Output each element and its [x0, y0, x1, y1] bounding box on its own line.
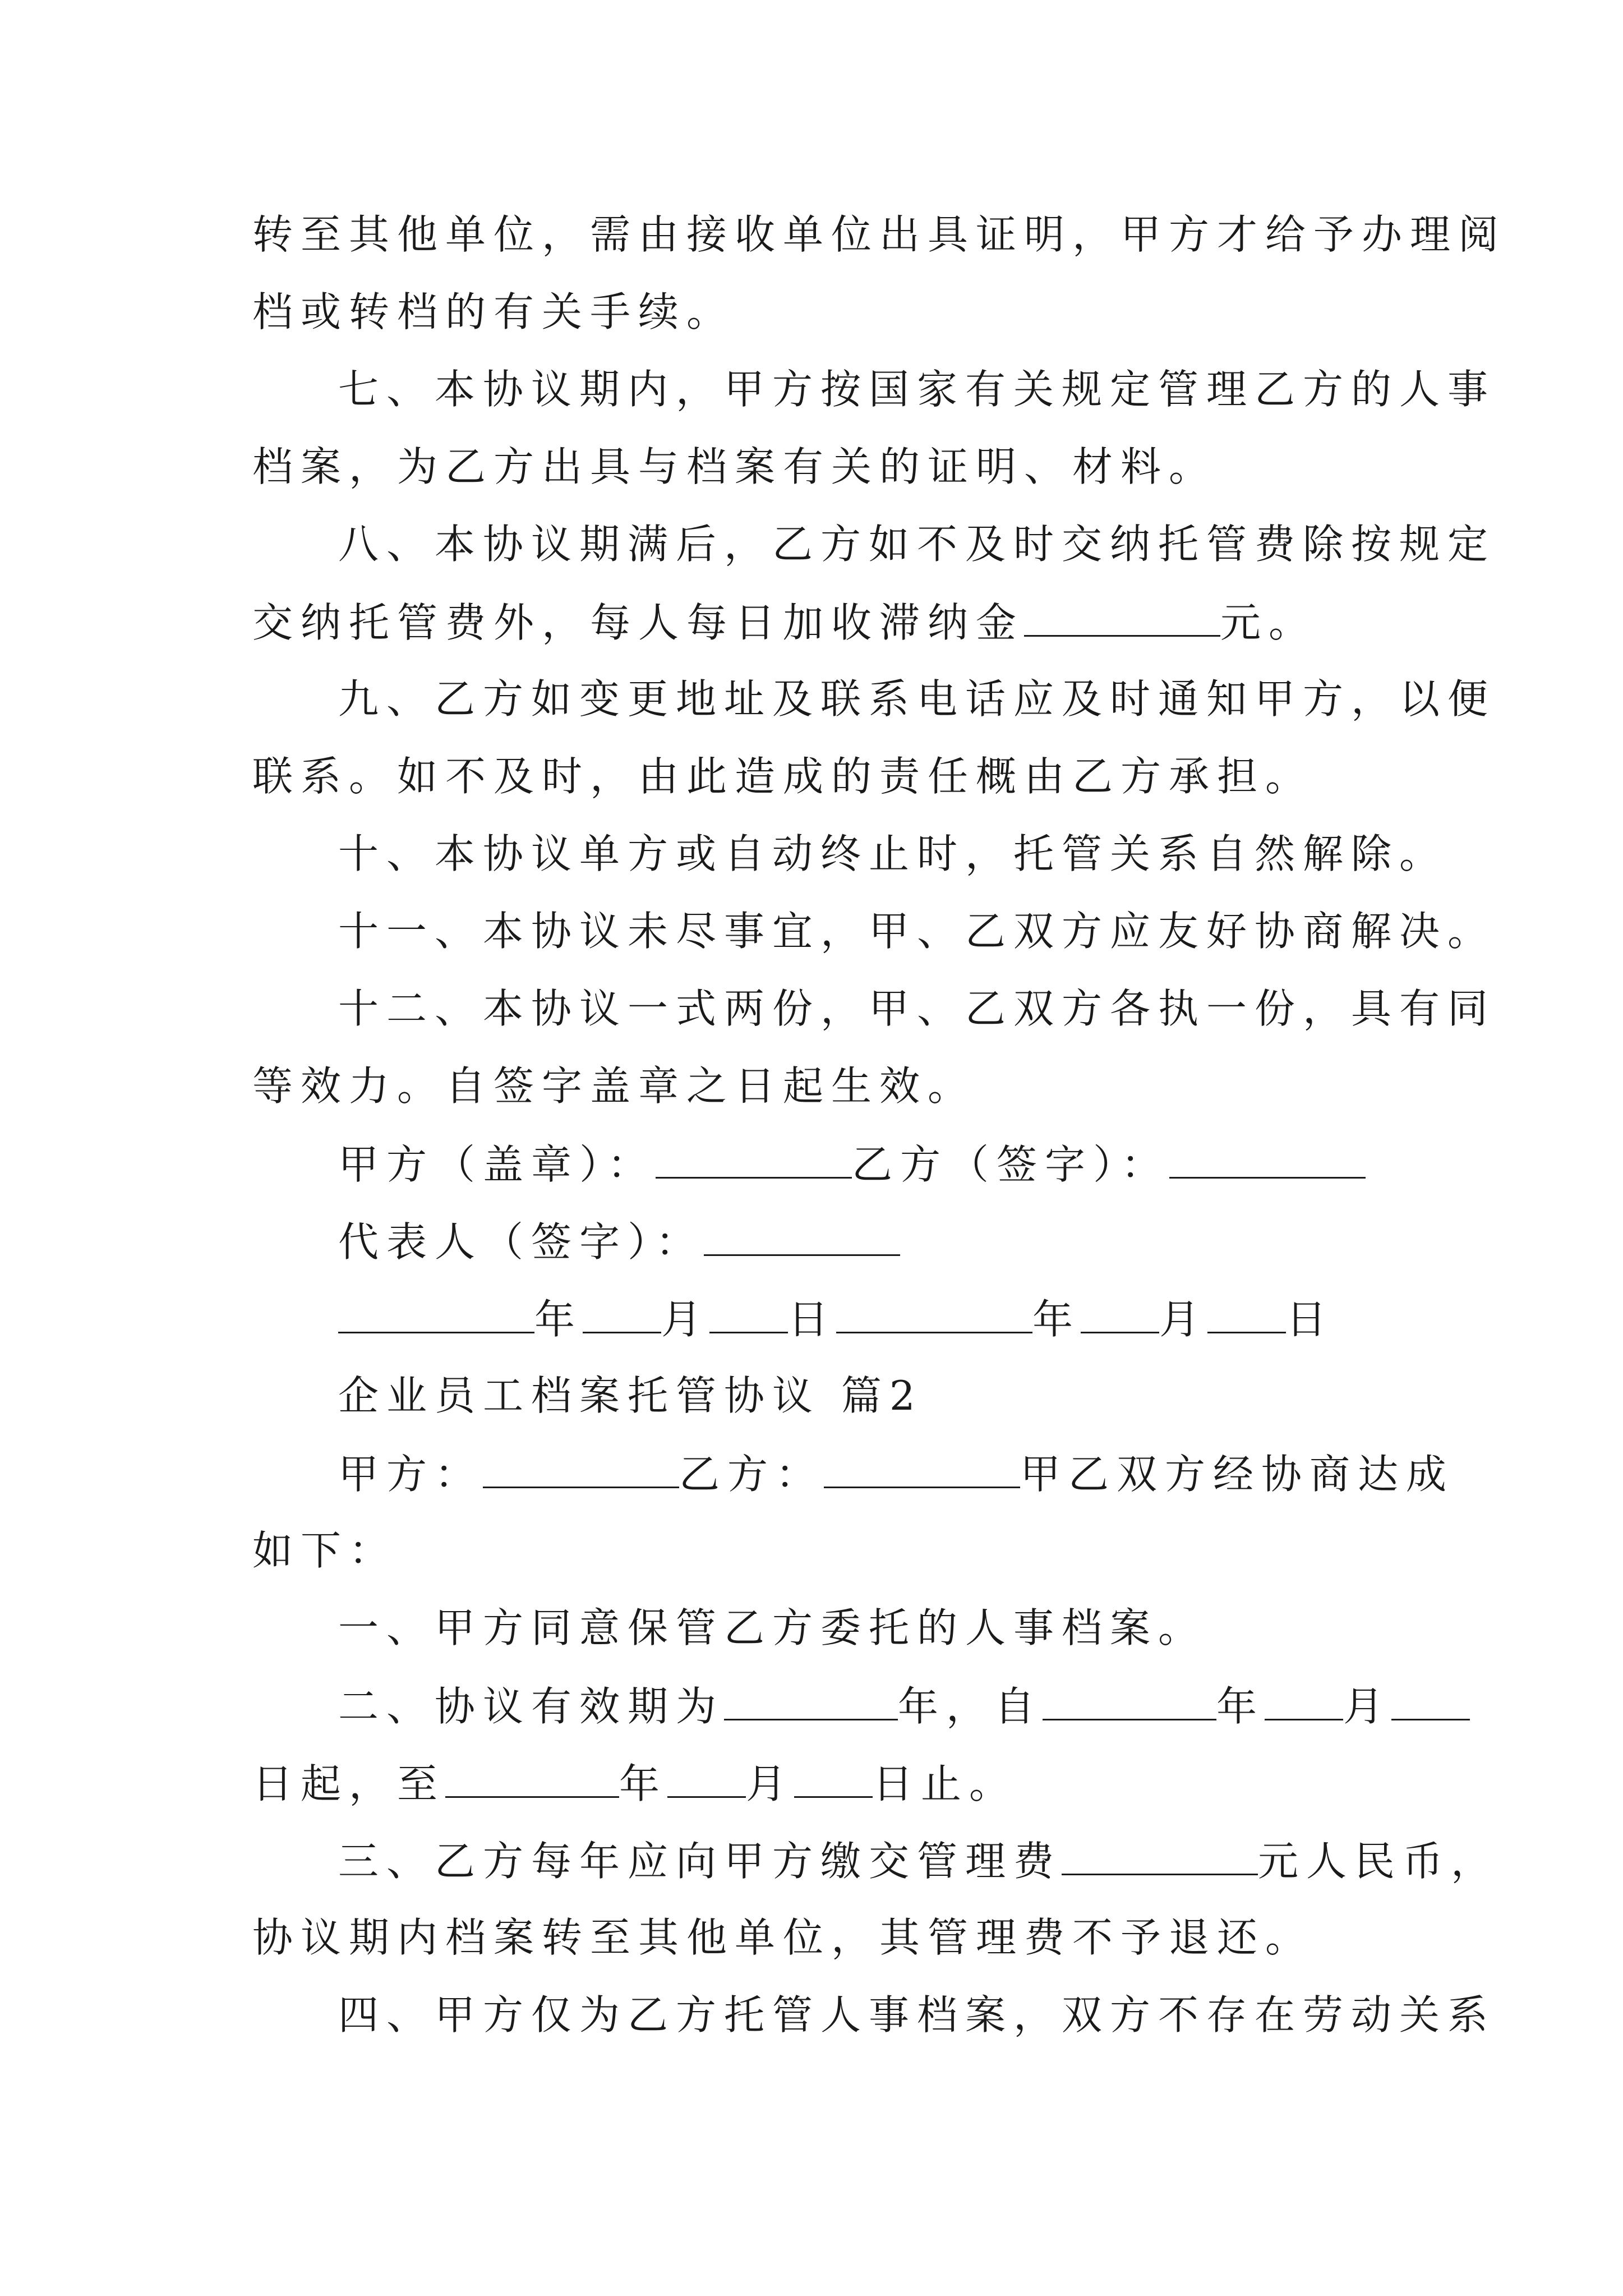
management-fee-blank[interactable] — [1062, 1840, 1258, 1875]
paragraph-6-continued-line-2: 档或转档的有关手续。 — [252, 288, 735, 335]
paragraph-10: 十、本协议单方或自动终止时，托管关系自然解除。 — [338, 830, 1448, 877]
representative-line — [338, 1218, 900, 1266]
section-2-item-3-line-2: 协议期内档案转至其他单位，其管理费不予退还。 — [252, 1914, 1314, 1961]
party-b-day-blank[interactable] — [1207, 1298, 1286, 1333]
month-label: 月 — [1159, 1296, 1208, 1343]
party-a-seal-label: 甲方（盖章）： — [338, 1141, 656, 1188]
day-label: 日 — [1286, 1296, 1335, 1343]
section-2-parties-line-1 — [338, 1451, 1455, 1498]
paragraph-11: 十一、本协议未尽事宜，甲、乙双方应友好协商解决。 — [338, 908, 1496, 955]
party-b-label: 乙方： — [679, 1451, 824, 1498]
section-2-parties-line-2: 如下： — [252, 1527, 398, 1574]
start-year-blank[interactable] — [1043, 1685, 1216, 1720]
signature-parties-line — [338, 1141, 1366, 1188]
day-end-label: 日止。 — [873, 1760, 1018, 1807]
section-2-item-4-line-1: 四、甲方仅为乙方托管人事档案，双方不存在劳动关系 — [338, 1991, 1496, 2039]
paragraph-8-line-2 — [252, 599, 1317, 646]
paragraph-7-line-2: 档案，为乙方出具与档案有关的证明、材料。 — [252, 443, 1218, 490]
start-day-blank[interactable] — [1391, 1685, 1470, 1720]
paragraph-8-line-1: 八、本协议期满后，乙方如不及时交纳托管费除按规定 — [338, 521, 1496, 568]
agreement-intro: 甲乙双方经协商达成 — [1020, 1451, 1455, 1498]
paragraph-12-line-2: 等效力。自签字盖章之日起生效。 — [252, 1062, 976, 1110]
item-2-from: 年，自 — [898, 1683, 1043, 1730]
party-a-seal-blank[interactable] — [656, 1143, 852, 1179]
section-2-item-2-line-2 — [252, 1760, 1018, 1807]
paragraph-12-line-1: 十二、本协议一式两份，甲、乙双方各执一份，具有同 — [338, 985, 1496, 1032]
party-a-day-blank[interactable] — [709, 1298, 788, 1333]
party-b-signature-label: 乙方（签字）： — [852, 1141, 1170, 1188]
paragraph-8-text: 交纳托管费外，每人每日加收滞纳金 — [252, 599, 1025, 646]
month-label: 月 — [746, 1760, 795, 1807]
term-years-blank[interactable] — [724, 1685, 898, 1720]
party-b-signature-blank[interactable] — [1169, 1143, 1366, 1179]
party-b-month-blank[interactable] — [1081, 1298, 1159, 1333]
item-3-unit: 元人民币， — [1258, 1838, 1500, 1885]
month-label: 月 — [661, 1296, 710, 1343]
item-3-text: 三、乙方每年应向甲方缴交管理费 — [338, 1838, 1062, 1885]
party-a-month-blank[interactable] — [583, 1298, 661, 1333]
signature-date-line — [338, 1296, 1335, 1343]
section-2-item-2-line-1 — [338, 1683, 1470, 1730]
item-2-to: 日起，至 — [252, 1760, 446, 1807]
start-month-blank[interactable] — [1265, 1685, 1343, 1720]
paragraph-9-line-1: 九、乙方如变更地址及联系电话应及时通知甲方，以便 — [338, 675, 1496, 723]
day-label: 日 — [788, 1296, 837, 1343]
year-label: 年 — [619, 1760, 668, 1807]
paragraph-8-unit: 元。 — [1220, 599, 1317, 646]
end-year-blank[interactable] — [445, 1763, 619, 1798]
item-2-text: 二、协议有效期为 — [338, 1683, 725, 1730]
party-b-name-blank[interactable] — [824, 1453, 1020, 1488]
year-label: 年 — [1216, 1683, 1265, 1730]
year-label: 年 — [534, 1296, 583, 1343]
party-b-year-blank[interactable] — [836, 1298, 1032, 1333]
end-day-blank[interactable] — [794, 1763, 873, 1798]
party-a-name-blank[interactable] — [483, 1453, 679, 1488]
paragraph-6-continued-line-1: 转至其他单位，需由接收单位出具证明，甲方才给予办理阅 — [252, 211, 1507, 258]
section-2-item-1: 一、甲方同意保管乙方委托的人事档案。 — [338, 1604, 1207, 1651]
late-fee-blank[interactable] — [1024, 601, 1220, 637]
representative-label: 代表人（签字）： — [338, 1218, 704, 1266]
end-month-blank[interactable] — [667, 1763, 746, 1798]
section-2-title: 企业员工档案托管协议 篇2 — [338, 1372, 923, 1419]
party-a-year-blank[interactable] — [338, 1298, 534, 1333]
section-2-item-3-line-1 — [338, 1838, 1500, 1885]
month-label: 月 — [1343, 1683, 1392, 1730]
representative-blank[interactable] — [704, 1221, 900, 1256]
paragraph-7-line-1: 七、本协议期内，甲方按国家有关规定管理乙方的人事 — [338, 366, 1496, 413]
paragraph-9-line-2: 联系。如不及时，由此造成的责任概由乙方承担。 — [252, 753, 1314, 800]
year-label: 年 — [1032, 1296, 1081, 1343]
party-a-label: 甲方： — [338, 1451, 483, 1498]
